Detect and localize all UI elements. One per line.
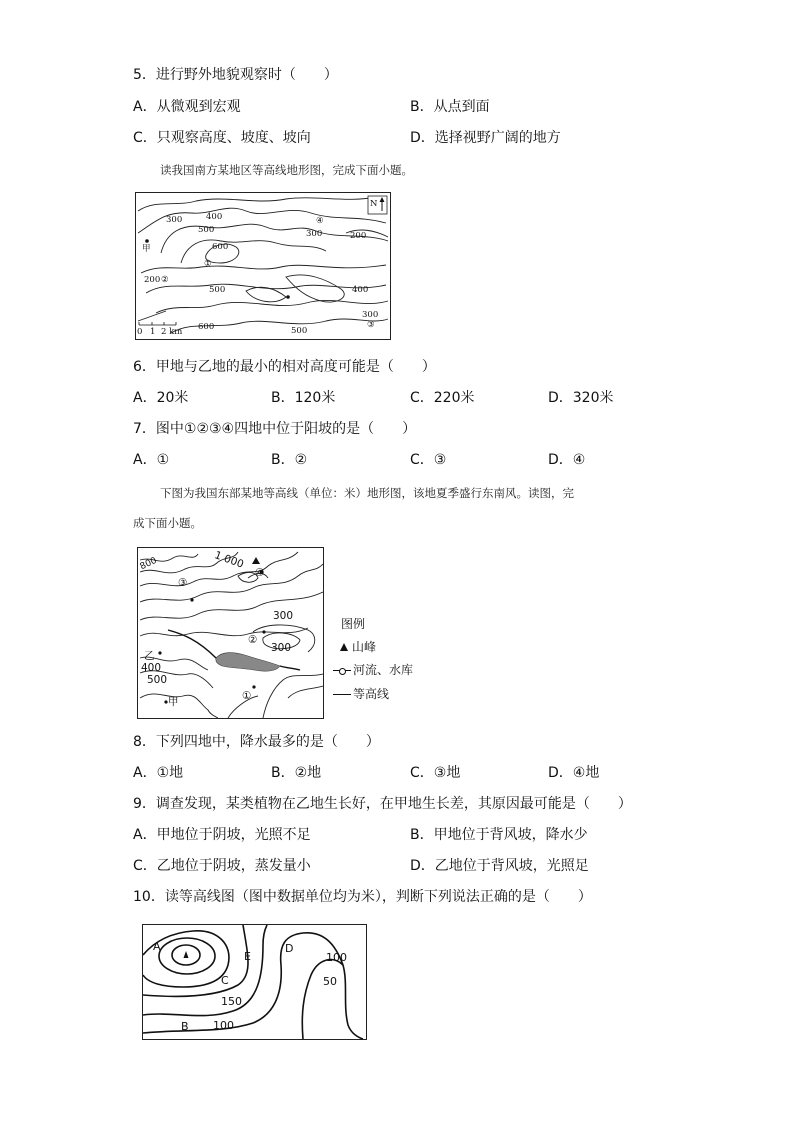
contour-label-400-east: 400 [352, 285, 369, 295]
contour-label-800: 800 [138, 555, 159, 573]
point-2-label: ② [161, 275, 169, 285]
contour-label-1000: 1 000 [212, 549, 246, 571]
contour-map-1 [135, 192, 391, 340]
contour-label-100-east: 100 [326, 951, 347, 964]
point-2-label: ② [248, 634, 258, 646]
contour-label-500-south: 500 [209, 285, 226, 295]
question-7-option-d: D．④ [548, 452, 586, 468]
point-1-label: ① [204, 259, 212, 269]
contour-label-300-south: 300 [271, 642, 292, 654]
question-8-option-b: B．②地 [271, 765, 322, 781]
contour-label-100-south: 100 [213, 1019, 234, 1032]
location-yi-label: 乙 [144, 650, 155, 662]
question-8-option-c: C．③地 [410, 765, 461, 781]
point-a-label: A [153, 940, 161, 953]
map-2-intro-line-1: 下图为我国东部某地等高线（单位：米）地形图，该地夏季盛行东南风。读图，完 [160, 486, 574, 500]
point-1-label: ① [242, 690, 252, 702]
contour-label-500-se: 500 [291, 326, 308, 336]
contour-label-150: 150 [221, 995, 242, 1008]
legend-river [333, 663, 413, 677]
contour-label-300: 300 [166, 215, 183, 225]
point-4-label: ④ [316, 216, 324, 226]
peak-icon [340, 643, 348, 651]
contour-label-500: 500 [147, 674, 168, 686]
map-1-intro: 读我国南方某地区等高线地形图，完成下面小题。 [160, 163, 413, 177]
question-9-option-c: C．乙地位于阴坡，蒸发量小 [133, 858, 311, 874]
scale-label-2km: 2 km [161, 327, 183, 337]
location-jia-label: 甲 [168, 696, 179, 708]
question-7-stem: 7．图中①②③④四地中位于阳坡的是（ ） [133, 421, 417, 437]
point-3-label: ③ [367, 320, 375, 330]
legend-peak [337, 640, 376, 654]
question-8-stem: 8．下列四地中，降水最多的是（ ） [133, 734, 380, 750]
point-b-label: B [181, 1020, 189, 1033]
question-5-option-a: A．从微观到宏观 [133, 99, 241, 115]
contour-label-400: 400 [206, 212, 223, 222]
scale-label-0: 0 [137, 327, 143, 337]
contour-label-200-west: 200 [144, 275, 161, 285]
contour-label-300-se: 300 [362, 310, 379, 320]
point-3-label: ③ [178, 577, 188, 589]
question-8-option-a: A．①地 [133, 765, 184, 781]
question-6-option-c: C．220米 [410, 390, 475, 406]
question-7-option-b: B．② [271, 452, 308, 468]
contour-label-50: 50 [323, 975, 337, 988]
contour-label-200-east: 200 [350, 231, 367, 241]
point-e-label: E [244, 950, 251, 963]
question-5-option-c: C．只观察高度、坡度、坡向 [133, 130, 311, 146]
question-6-option-b: B．120米 [271, 390, 336, 406]
question-6-option-a: A．20米 [133, 390, 189, 406]
contour-label-300-east: 300 [306, 229, 323, 239]
point-c-label: C [221, 974, 229, 987]
question-9-option-a: A．甲地位于阴坡，光照不足 [133, 827, 311, 843]
contour-map-3 [142, 924, 367, 1040]
contour-label-300-north: 300 [273, 610, 294, 622]
contour-label-400: 400 [141, 662, 162, 674]
question-9-option-d: D．乙地位于背风坡，光照足 [410, 858, 589, 874]
map-2-intro-line-2: 成下面小题。 [133, 516, 202, 530]
question-10-stem: 10．读等高线图（图中数据单位均为米），判断下列说法正确的是（ ） [133, 889, 592, 905]
legend-title: 图例 [341, 617, 366, 631]
contour-lines-2 [138, 548, 323, 718]
legend-contour-label: 等高线 [353, 687, 390, 701]
question-8-option-d: D．④地 [548, 765, 600, 781]
point-d-label: D [285, 942, 294, 955]
question-5-option-b: B．从点到面 [410, 99, 490, 115]
question-9-option-b: B．甲地位于背风坡，降水少 [410, 827, 588, 843]
contour-label-600: 600 [212, 242, 229, 252]
legend-peak-label: 山峰 [352, 640, 377, 654]
contour-label-500: 500 [198, 225, 215, 235]
contour-map-2 [137, 547, 324, 719]
legend-river-label: 河流、水库 [353, 663, 414, 677]
contour-label-600-south: 600 [198, 322, 215, 332]
point-4-label: ④ [255, 567, 265, 579]
location-jia-label: 甲 [142, 244, 151, 254]
question-7-option-a: A．① [133, 452, 170, 468]
river-reservoir-icon [333, 667, 351, 675]
question-5-stem: 5．进行野外地貌观察时（ ） [133, 67, 338, 83]
question-9-stem: 9．调查发现，某类植物在乙地生长好，在甲地生长差，其原因最可能是（ ） [133, 796, 632, 812]
question-7-option-c: C．③ [410, 452, 447, 468]
question-6-stem: 6．甲地与乙地的最小的相对高度可能是（ ） [133, 359, 436, 375]
question-6-option-d: D．320米 [548, 390, 614, 406]
contour-line-icon [333, 694, 351, 695]
legend-contour [333, 687, 389, 701]
north-label: N [370, 199, 378, 209]
question-5-option-d: D．选择视野广阔的地方 [410, 130, 561, 146]
scale-label-1: 1 [150, 327, 156, 337]
